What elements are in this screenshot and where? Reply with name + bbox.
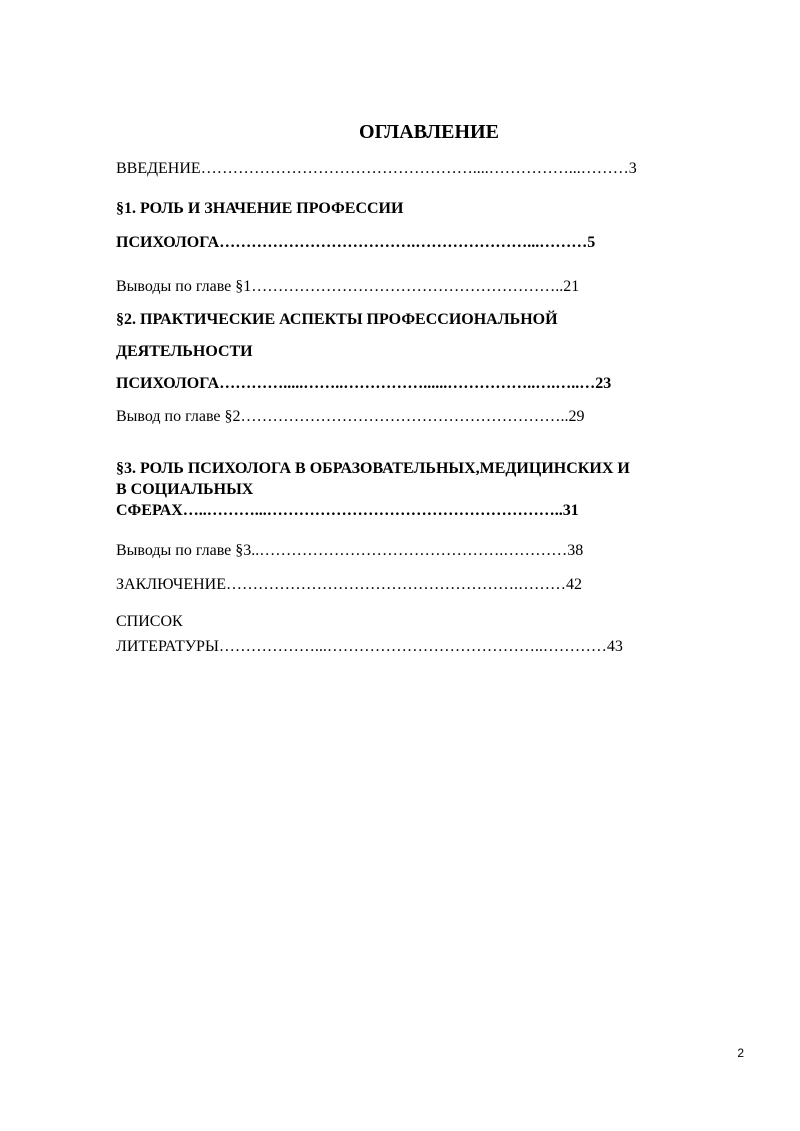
toc-title: ОГЛАВЛЕНИЕ: [359, 121, 499, 143]
page-number: 2: [737, 1046, 744, 1060]
toc-entry-chapter1-heading: §1. РОЛЬ И ЗНАЧЕНИЕ ПРОФЕССИИ: [116, 200, 404, 217]
toc-entry-conclusions-chapter1: Выводы по главе §1…………………………………………………..21: [116, 278, 580, 295]
toc-entry-chapter2-page: ПСИХОЛОГА………….....……..……………......……………..….…..…23: [116, 375, 612, 392]
toc-entry-chapter3-page: СФЕРАХ…..………...………………………………………………..31: [116, 502, 579, 519]
toc-entry-conclusions-chapter3: Выводы по главе §3..……………………………………….…………38: [116, 542, 584, 559]
toc-entry-chapter2-heading: §2. ПРАКТИЧЕСКИЕ АСПЕКТЫ ПРОФЕССИОНАЛЬНОЙ: [116, 311, 558, 328]
toc-entry-conclusion: ЗАКЛЮЧЕНИЕ……………………………………………….………42: [116, 576, 582, 593]
toc-entry-chapter2-heading-cont: ДЕЯТЕЛЬНОСТИ: [116, 343, 253, 360]
toc-entry-chapter1-page: ПСИХОЛОГА……………………………….…………………...………5: [116, 234, 596, 251]
toc-entry-introduction: ВВЕДЕНИЕ……………………………………………....……………...………3: [116, 160, 637, 177]
toc-entry-references-heading: СПИСОК: [116, 613, 183, 630]
toc-entry-chapter3-heading-cont: В СОЦИАЛЬНЫХ: [116, 481, 254, 498]
toc-entry-conclusion-chapter2: Вывод по главе §2……………………………………………………..29: [116, 408, 585, 425]
toc-entry-references-page: ЛИТЕРАТУРЫ………………...…………………………………..…………43: [116, 638, 623, 655]
toc-entry-chapter3-heading: §3. РОЛЬ ПСИХОЛОГА В ОБРАЗОВАТЕЛЬНЫХ,МЕДИЦИНСКИХ И: [116, 460, 630, 477]
